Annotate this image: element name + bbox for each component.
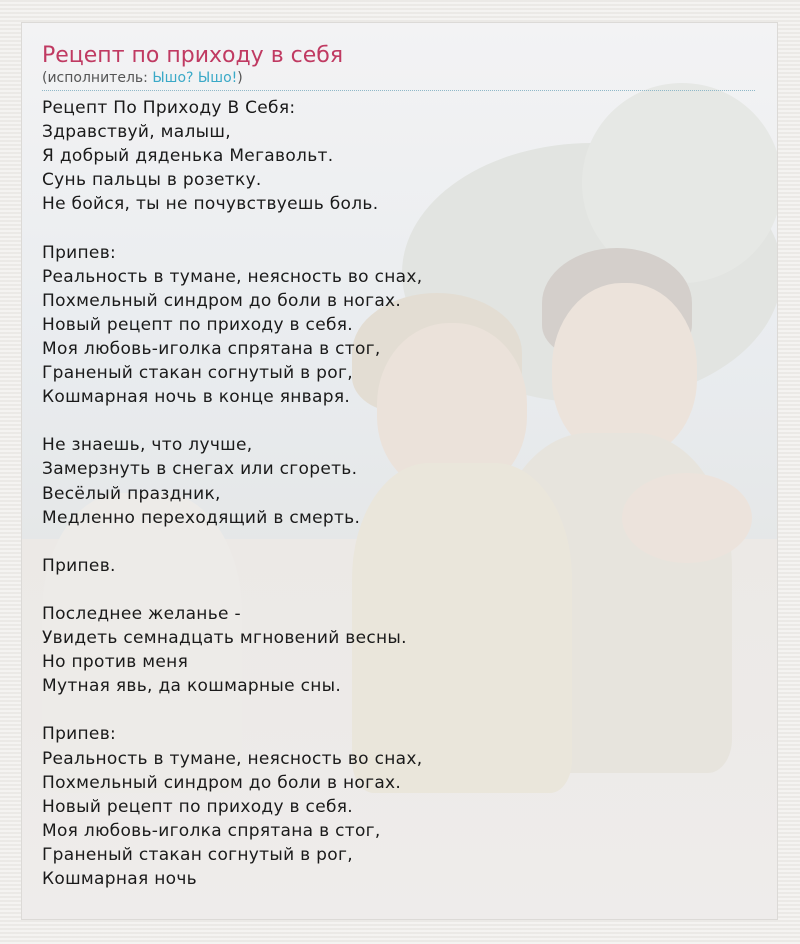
artist-prefix: (исполнитель: [42, 70, 153, 86]
lyric-line: Моя любовь-иголка спрятана в стог, [42, 338, 381, 359]
title-divider [42, 90, 755, 91]
stanza-gap [42, 698, 757, 722]
lyric-line: Моя любовь-иголка спрятана в стог, [42, 820, 381, 841]
lyric-line: Не знаешь, что лучше, [42, 435, 253, 456]
lyric-line: Припев: [42, 724, 117, 745]
lyric-line: Последнее желанье - [42, 603, 241, 624]
lyric-line: Граненый стакан согнутый в рог, [42, 844, 353, 865]
lyric-line: Рецепт По Приходу В Себя: [42, 98, 296, 118]
lyric-line: Но против меня [42, 652, 189, 673]
lyric-line: Здравствуй, малыш, [42, 122, 231, 143]
lyric-line: Кошмарная ночь [42, 869, 198, 889]
lyric-line: Новый рецепт по приходу в себя. [42, 314, 353, 335]
lyrics-card [21, 22, 778, 920]
song-title: Рецепт по приходу в себя [42, 43, 344, 68]
lyric-line: Припев: [42, 242, 117, 263]
lyric-line: Не бойся, ты не почувствуешь боль. [42, 194, 379, 215]
lyric-line: Увидеть семнадцать мгновений весны. [42, 628, 407, 649]
stanza-gap [42, 530, 757, 554]
lyric-line: Кошмарная ночь в конце января. [42, 387, 351, 408]
lyric-line: Новый рецепт по приходу в себя. [42, 796, 353, 817]
lyric-line: Я добрый дяденька Мегавольт. [42, 146, 334, 167]
lyric-line: Весёлый праздник, [42, 483, 221, 504]
stanza-gap [42, 409, 757, 433]
lyric-line: Граненый стакан согнутый в рог, [42, 363, 353, 384]
lyric-line: Реальность в тумане, неясность во снах, [42, 748, 423, 769]
lyric-line: Похмельный синдром до боли в ногах. [42, 290, 402, 311]
artist-line [42, 69, 757, 87]
lyric-line: Медленно переходящий в смерть. [42, 507, 361, 528]
lyric-line: Реальность в тумане, неясность во снах, [42, 266, 423, 287]
artist-link[interactable]: Ышо? Ышо! [152, 70, 238, 86]
lyric-line: Мутная явь, да кошмарные сны. [42, 676, 342, 697]
lyrics-text [42, 96, 757, 891]
stanza-gap [42, 216, 757, 240]
lyric-line: Припев. [42, 555, 116, 576]
lyric-line: Сунь пальцы в розетку. [42, 170, 262, 191]
artist-suffix: ) [237, 70, 243, 86]
lyric-line: Похмельный синдром до боли в ногах. [42, 772, 402, 793]
lyric-line: Замерзнуть в снегах или сгореть. [42, 459, 358, 480]
stanza-gap [42, 578, 757, 602]
